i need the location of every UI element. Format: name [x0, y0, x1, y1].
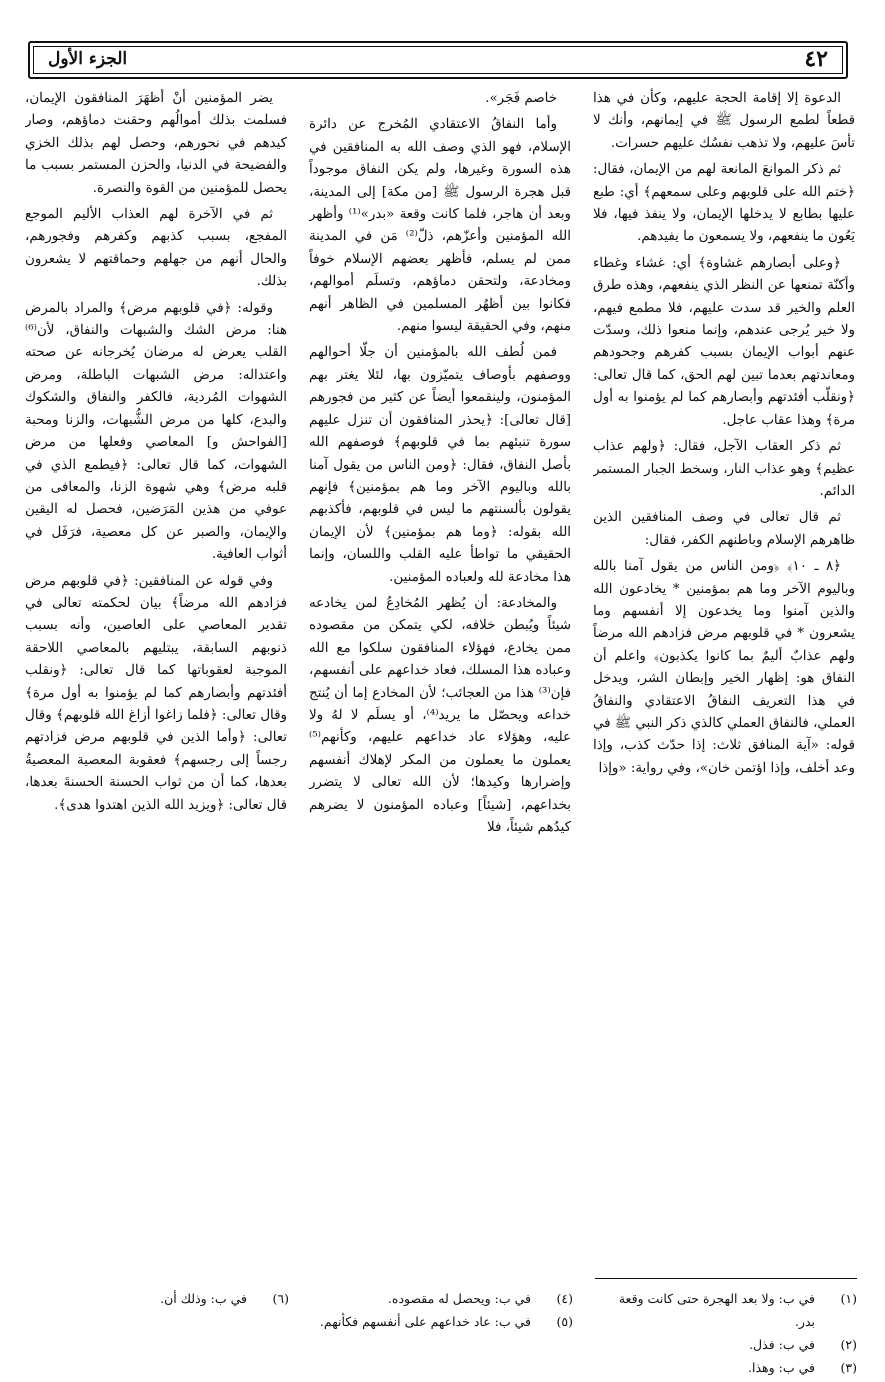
paragraph: ثم ذكر العقاب الآجل، فقال: ﴿ولهم عذاب عظيم﴾ وهو عذاب النار، وسخط الجبار المستمر الدائم.	[593, 439, 855, 499]
paragraph: والمخادعة: أن يُظهر المُخادِعُ لمن يخادعه شيئاً ويُبطن خلافه، لكي يتمكن من مقصوده ممن يخادع، فهؤلاء المنافقون سلكوا مع الله وعباده هذا المسلك، فعاد خداعهم على أنفسهم، فإن⁽³⁾ هذا من العجائب؛ لأن المخادع إما أن يُنتج خداعه ويحصّل ما يريد⁽⁴⁾، أو يسلَم لا لهُ ولا عليه، وهؤلاء عاد خداعهم عليهم، وكأنهم⁽⁵⁾ يعملون ما يعملون من المكر لإهلاك أنفسهم وإضرارها وكيدها؛ لأن الله تعالى لا يتضرر بخداعهم، [شيئاً] وعباده المؤمنون لا يضرهم كيدُهم شيئاً، فلا	[309, 595, 571, 835]
paragraph: يضر المؤمنين أنْ أظهَرَ المنافقون الإيمان، فسلمت بذلك أموالُهم وحقنت دماؤهم، وصار كيدهم في نحورهم، وحصل لهم بذلك الخزي والفضيحة في الدنيا، والحزن المستمر بسبب ما يحصل للمؤمنين من القوة والنصرة.	[25, 91, 287, 196]
footnote	[595, 1333, 857, 1356]
paragraph: وفي قوله عن المنافقين: ﴿في قلوبهم مرض فزادهم الله مرضاً﴾ بيان لحكمته تعالى في تقدير المعاصي على العاصين، وأنه بسبب ذنوبهم السابقة، يبتليهم بالمعاصي اللاحقة الموجبة لعقوباتها كما قال تعالى: ﴿ونقلب أفئدتهم وأبصارهم كما لم يؤمنوا به أول مرة﴾ وقال تعالى: ﴿فلما زاغوا أزاغ الله قلوبهم﴾ وقال تعالى: ﴿وأما الذين في قلوبهم مرض فزادتهم رجساً إلى رجسهم﴾ فعقوبة المعصية المعصيةُ بعدها، كما أن من ثواب الحسنة الحسنةَ بعدها، قال تعالى: ﴿ويزيد الله الذين اهتدوا هدى﴾.	[25, 573, 287, 813]
paragraph: فمن لُطف الله بالمؤمنين أن جلّا أحوالهم ووصفهم بأوصاف يتميّزون بها، لئلا يغتر بهم المؤمنون، ولينقمعوا أيضاً عن كثير من فجورهم [قال تعالى]: ﴿يحذر المنافقون أن تنزل عليهم سورة تنبئهم بما في قلوبهم﴾ فوصفهم الله بأصل النفاق، فقال: ﴿ومن الناس من يقول آمنا بالله وباليوم الآخر وما هم بمؤمنين﴾ فإنهم يقولون بألسنتهم ما ليس في قلوبهم، فأكذبهم الله بقوله: ﴿وما هم بمؤمنين﴾ لأن الإيمان الحقيقي ما تواطأ عليه القلب واللسان، وإنما هذا مخادعة لله ولعباده المؤمنين.	[309, 345, 571, 585]
footnote	[311, 1287, 573, 1310]
page-header-frame	[28, 41, 848, 79]
column-right	[593, 88, 855, 1278]
column-left	[25, 88, 287, 1278]
footnote	[595, 1356, 857, 1379]
footnote-text: في ب: عاد خداعهم على أنفسهم فكأنهم.	[319, 1314, 531, 1329]
footnote-text: في ب: وهذا.	[748, 1360, 815, 1375]
footnote	[27, 1287, 289, 1310]
column-middle	[309, 88, 571, 1278]
paragraph: ﴿٨ ـ ١٠﴾ ﴿ومن الناس من يقول آمنا بالله وباليوم الآخر وما هم بمؤمنين * يخادعون الله والذين آمنوا وما يخدعون إلا أنفسهم وما يشعرون * في قلوبهم مرض فزادهم الله مرضاً ولهم عذابٌ أليمٌ بما كانوا يكذبون﴾ واعلم أن النفاق هو: إظهار الخير وإبطان الشر، ويدخل في هذا التعريف النفاقُ الاعتقادي والنفاقُ العملي، فالنفاق العملي كالذي ذكر النبي ﷺ في قوله: «آية المنافق ثلاث: إذا حدّث كذب، وإذا وعد أخلف، وإذا اؤتمن خان»، وفي رواية: «وإذا	[593, 559, 855, 776]
footnotes-right	[595, 1287, 857, 1379]
footnotes-left	[27, 1287, 289, 1310]
footnote-number: (٥)	[556, 1314, 573, 1329]
paragraph: ثم ذكر الموانعَ المانعة لهم من الإيمان، فقال: ﴿ختم الله على قلوبهم وعلى سمعهم﴾ أي: طبع عليها بطابع لا يدخلها الإيمان، ولا ينفذ فيها، فلا يَعُون ما ينفعهم، ولا يسمعون ما يفيدهم.	[593, 162, 855, 245]
footnote	[595, 1287, 857, 1333]
footnotes-middle	[311, 1287, 573, 1333]
footnote	[311, 1310, 573, 1333]
footnote-number: (٢)	[840, 1337, 857, 1352]
paragraph: خاصم فَجَر».	[485, 91, 557, 106]
paragraph: ثم قال تعالى في وصف المنافقين الذين ظاهرهم الإسلام وباطنهم الكفر، فقال:	[593, 510, 855, 548]
paragraph: الدعوة إلا إقامة الحجة عليهم، وكأن في هذا قطعاً لطمع الرسول ﷺ في إيمانهم، وأنك لا تأسَ عليهم، ولا تذهب نفسُك عليهم حسرات.	[593, 91, 855, 151]
footnote-text: في ب: وذلك أن.	[160, 1291, 247, 1306]
footnote-number: (٤)	[556, 1291, 573, 1306]
paragraph: ثم في الآخرة لهم العذاب الأليم الموجع المفجع، بسبب كذبهم وكفرهم وفجورهم، والحال أنهم من جهلهم وحماقتهم لا يشعرون بذلك.	[25, 207, 287, 290]
page-number: ٤٢	[804, 46, 828, 72]
running-title: الجزء الأول	[48, 49, 128, 69]
footnote-divider	[595, 1278, 857, 1279]
paragraph: وأما النفاقُ الاعتقادي المُخرج عن دائرة الإسلام، فهو الذي وصف الله به المنافقين في هذه السورة وغيرها، ولم يكن النفاق موجوداً قبل هجرة الرسول ﷺ [من مكة] إلى المدينة، وبعد أن هاجر، فلما كانت وقعة «بدر»⁽¹⁾ وأظهر الله المؤمنين وأعزّهم، ذلّ⁽²⁾ مَن في المدينة ممن لم يسلم، فأظهر بعضهم الإسلام خوفاً ومخادعة، ولتحقن دماؤهم، وتسلَم أموالهم، فكانوا بين أظهُر المسلمين في الظاهر أنهم منهم، وفي الحقيقة ليسوا منهم.	[309, 117, 571, 335]
paragraph: ﴿وعلى أبصارهم غشاوة﴾ أي: غشاء وغطاء وأكنّة تمنعها عن النظر الذي ينفعهم، وهذه طرق العلم والخير قد سدت عليهم، فلا مطمع فيهم، ولا خير يُرجى عندهم، وإنما منعوا ذلك، وسدّت عنهم أبواب الإيمان بسبب كفرهم وجحودهم ومعاندتهم بعدما تبين لهم الحق، كما قال تعالى: ﴿ونقلّب أفئدتهم وأبصارهم كما لم يؤمنوا به أول مرة﴾ وهذا عقاب عاجل.	[593, 255, 855, 428]
footnote-text: في ب: فذل.	[749, 1337, 815, 1352]
footnote-text: في ب: ولا بعد الهجرة حتى كانت وقعة بدر.	[618, 1291, 815, 1329]
footnote-number: (١)	[840, 1291, 857, 1306]
paragraph: وقوله: ﴿في قلوبهم مرض﴾ والمراد بالمرض هنا: مرض الشك والشبهات والنفاق، لأن⁽⁶⁾ القلب يعرض له مرضان يُخرجانه عن صحته واعتداله: مرض الشبهات الباطلة، ومرض الشهوات المُردية، فالكفر والنفاق والشكوك والبدع، كلها من مرض الشُّبهات، والزنا ومحبة [الفواحش و] المعاصي وفعلها من مرض الشهوات، كما قال تعالى: ﴿فيطمع الذي في قلبه مرض﴾ وهي شهوة الزنا، والمعافى من عوفي من هذين المَرَضين، فحصل له اليقين والإيمان، والصبر عن كل معصية، فرَفَل في أثواب العافية.	[25, 300, 287, 563]
footnote-number: (٣)	[840, 1360, 857, 1375]
footnote-number: (٦)	[272, 1291, 289, 1306]
text-columns	[22, 88, 855, 1278]
footnote-text: في ب: ويحصل له مقصوده.	[387, 1291, 531, 1306]
